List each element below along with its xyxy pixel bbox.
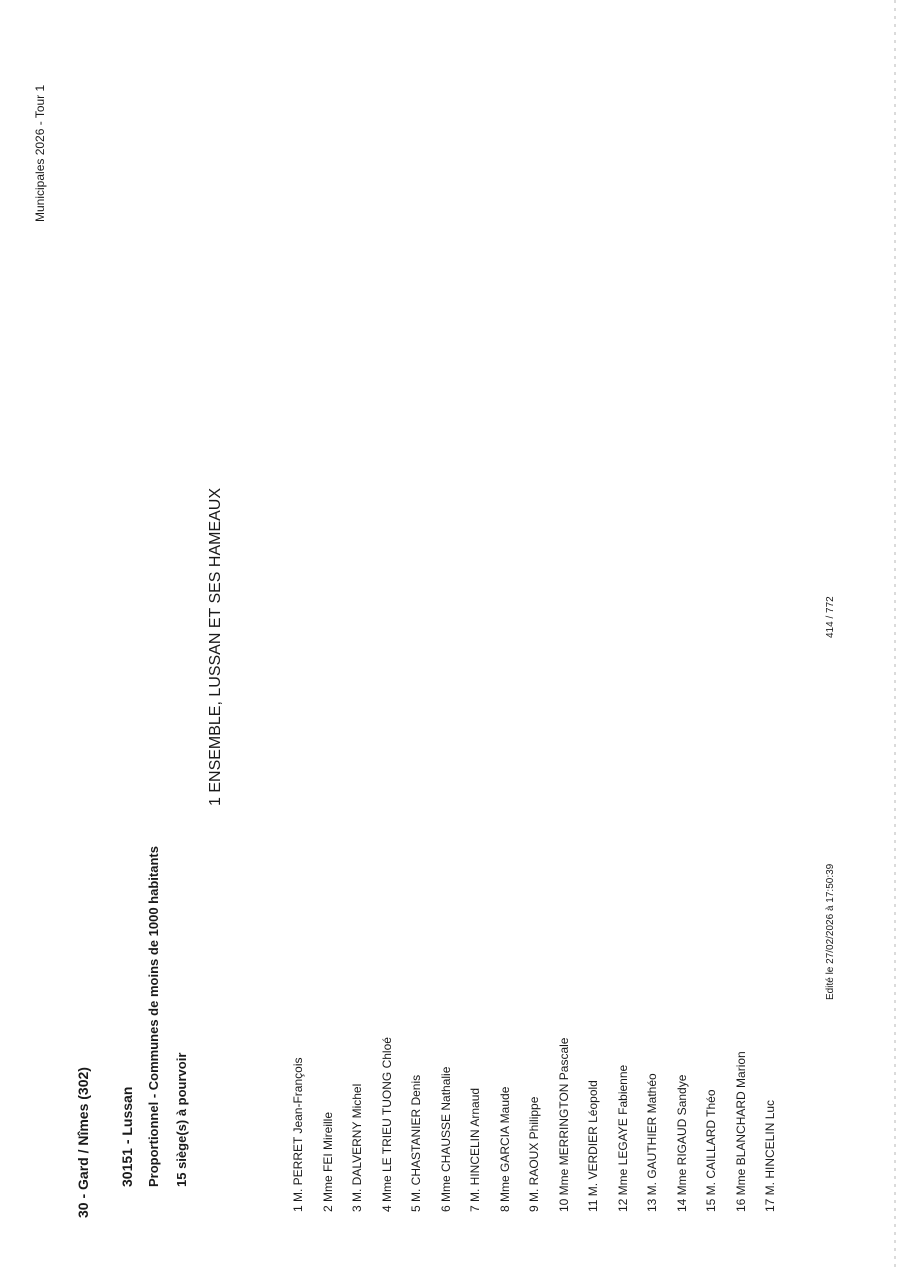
candidate-item: 7 M. HINCELIN Arnaud bbox=[468, 1087, 482, 1212]
candidate-item: 6 Mme CHAUSSE Nathalie bbox=[438, 1066, 453, 1212]
candidate-item: 17 M. HINCELIN Luc bbox=[763, 1099, 777, 1212]
candidate-item: 5 M. CHASTANIER Denis bbox=[409, 1074, 423, 1212]
candidate-item: 13 M. GAUTHIER Mathéo bbox=[645, 1073, 659, 1212]
candidate-item: 3 M. DALVERNY Michel bbox=[350, 1083, 364, 1212]
candidate-item: 1 M. PERRET Jean-François bbox=[291, 1057, 305, 1212]
seats-to-fill: 15 siège(s) à pourvoir bbox=[174, 1052, 189, 1187]
scan-edge-artifact bbox=[894, 0, 896, 1271]
voting-mode: Proportionnel - Communes de moins de 1000 habitants bbox=[146, 846, 161, 1187]
list-title: 1 ENSEMBLE, LUSSAN ET SES HAMEAUX bbox=[207, 487, 224, 806]
commune-heading: 30151 - Lussan bbox=[119, 1086, 135, 1187]
election-label: Municipales 2026 - Tour 1 bbox=[33, 84, 47, 222]
candidate-item: 2 Mme FEI Mireille bbox=[320, 1111, 335, 1212]
candidate-item: 15 M. CAILLARD Théo bbox=[704, 1089, 718, 1212]
candidate-item: 16 Mme BLANCHARD Marion bbox=[733, 1051, 748, 1212]
candidate-item: 4 Mme LE TRIEU TUONG Chloé bbox=[379, 1037, 394, 1212]
candidate-item: 9 M. RAOUX Philippe bbox=[527, 1096, 541, 1212]
candidate-item: 14 Mme RIGAUD Sandye bbox=[674, 1074, 689, 1212]
candidate-item: 10 Mme MERRINGTON Pascale bbox=[556, 1037, 571, 1212]
candidate-item: 8 Mme GARCIA Maude bbox=[497, 1086, 512, 1212]
edit-timestamp: Edité le 27/02/2026 à 17:50:39 bbox=[825, 863, 836, 1000]
department-heading: 30 - Gard / Nîmes (302) bbox=[75, 1067, 91, 1218]
candidate-item: 11 M. VERDIER Léopold bbox=[586, 1080, 600, 1212]
page-number: 414 / 772 bbox=[825, 596, 836, 638]
candidate-item: 12 Mme LEGAYE Fabienne bbox=[615, 1064, 630, 1212]
